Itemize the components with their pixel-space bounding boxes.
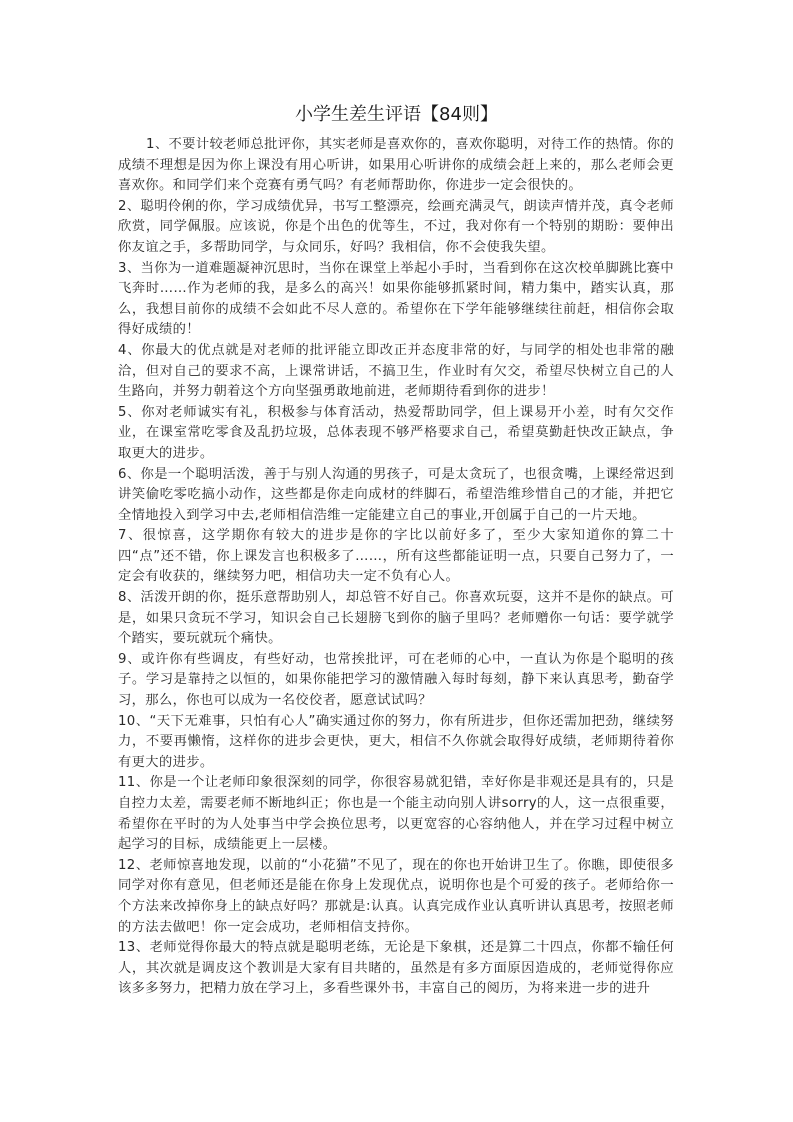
document-body (118, 135, 674, 1000)
document-title: 小学生差生评语【84则】 (295, 104, 498, 125)
comment-paragraph-7: 7、很惊喜，这学期你有较大的进步是你的字比以前好多了，至少大家知道你的算二十四“点”还不错，你上课发言也积极多了……，所有这些都能证明一点，只要自己努力了，一定会有收获的，继续努力吧，相信功夫一定不负有心人。 (118, 528, 674, 585)
comment-paragraph-11: 11、你是一个让老师印象很深刻的同学，你很容易就犯错，幸好你是非观还是具有的，只是自控力太差，需要老师不断地纠正；你也是一个能主动向别人讲sorry的人，这一点很重要，希望你在平时的为人处事当中学会换位思考，以更宽容的心容纳他人，并在学习过程中树立起学习的目标，成绩能更上一层楼。 (118, 775, 674, 853)
comment-paragraph-2: 2、聪明伶俐的你，学习成绩优异，书写工整漂亮，绘画充满灵气，朗读声情并茂，真令老师欣赏，同学佩服。应该说，你是个出色的优等生，不过，我对你有一个特别的期盼：要伸出你友谊之手，多帮助同学，与众同乐，好吗？我相信，你不会使我失望。 (118, 198, 674, 255)
comment-paragraph-6: 6、你是一个聪明活泼，善于与别人沟通的男孩子，可是太贪玩了，也很贪嘴，上课经常迟到讲笑偷吃零吃搞小动作，这些都是你走向成材的绊脚石，希望浩维珍惜自己的才能，并把它全情地投入到学习中去,老师相信浩维一定能建立自己的事业,开创属于自己的一片天地。 (118, 466, 674, 523)
comment-paragraph-4: 4、你最大的优点就是对老师的批评能立即改正并态度非常的好，与同学的相处也非常的融洽，但对自己的要求不高，上课常讲话，不搞卫生，作业时有欠交，希望尽快树立自己的人生路向，并努力朝着这个方向坚强勇敢地前进，老师期待看到你的进步！ (118, 342, 674, 400)
comment-paragraph-9: 9、或许你有些调皮，有些好动，也常挨批评，可在老师的心中，一直认为你是个聪明的孩子。学习是靠持之以恒的，如果你能把学习的激情融入每时每刻，静下来认真思考，勤奋学习，那么，你也可以成为一名佼佼者，愿意试试吗？ (118, 651, 674, 709)
comment-paragraph-1: 1、不要计较老师总批评你，其实老师是喜欢你的，喜欢你聪明，对待工作的热情。你的成绩不理想是因为你上课没有用心听讲，如果用心听讲你的成绩会赶上来的，那么老师会更喜欢你。和同学们来个竞赛有勇气吗？有老师帮助你，你进步一定会很快的。 (118, 137, 674, 194)
comment-paragraph-13: 13、老师觉得你最大的特点就是聪明老练，无论是下象棋，还是算二十四点，你都不输任何人，其次就是调皮这个教训是大家有目共睹的，虽然是有多方面原因造成的，老师觉得你应该多多努力，把精力放在学习上，多看些课外书，丰富自己的阅历，为将来进一步的进升 (118, 940, 674, 997)
comment-paragraph-3: 3、当你为一道难题凝神沉思时，当你在课堂上举起小手时，当看到你在这次校单脚跳比赛中飞奔时……作为老师的我，是多么的高兴！如果你能够抓紧时间，精力集中，踏实认真，那么，我想目前你的成绩不会如此不尽人意的。希望你在下学年能够继续往前赶，相信你会取得好成绩的！ (118, 260, 674, 338)
comment-paragraph-10: 10、“天下无难事，只怕有心人”确实通过你的努力，你有所进步，但你还需加把劲，继续努力，不要再懒惰，这样你的进步会更快，更大，相信不久你就会取得好成绩，老师期待着你有更大的进步。 (118, 713, 674, 770)
comment-paragraph-12: 12、老师惊喜地发现，以前的“小花猫”不见了，现在的你也开始讲卫生了。你瞧，即使很多同学对你有意见，但老师还是能在你身上发现优点，说明你也是个可爱的孩子。老师给你一个方法来改掉你身上的缺点好吗？那就是:认真。认真完成作业认真听讲认真思考，按照老师的方法去做吧！你一定会成功，老师相信支持你。 (118, 857, 674, 935)
comment-paragraph-5: 5、你对老师诚实有礼，积极参与体育活动，热爱帮助同学，但上课易开小差，时有欠交作业，在课室常吃零食及乱扔垃圾，总体表现不够严格要求自己，希望莫勤赶快改正缺点，争取更大的进步。 (118, 404, 674, 461)
comment-paragraph-8: 8、活泼开朗的你，挺乐意帮助别人，却总管不好自己。你喜欢玩耍，这并不是你的缺点。可是，如果只贪玩不学习，知识会自己长翅膀飞到你的脑子里吗？老师赠你一句话：要学就学个踏实，要玩就玩个痛快。 (118, 590, 674, 647)
